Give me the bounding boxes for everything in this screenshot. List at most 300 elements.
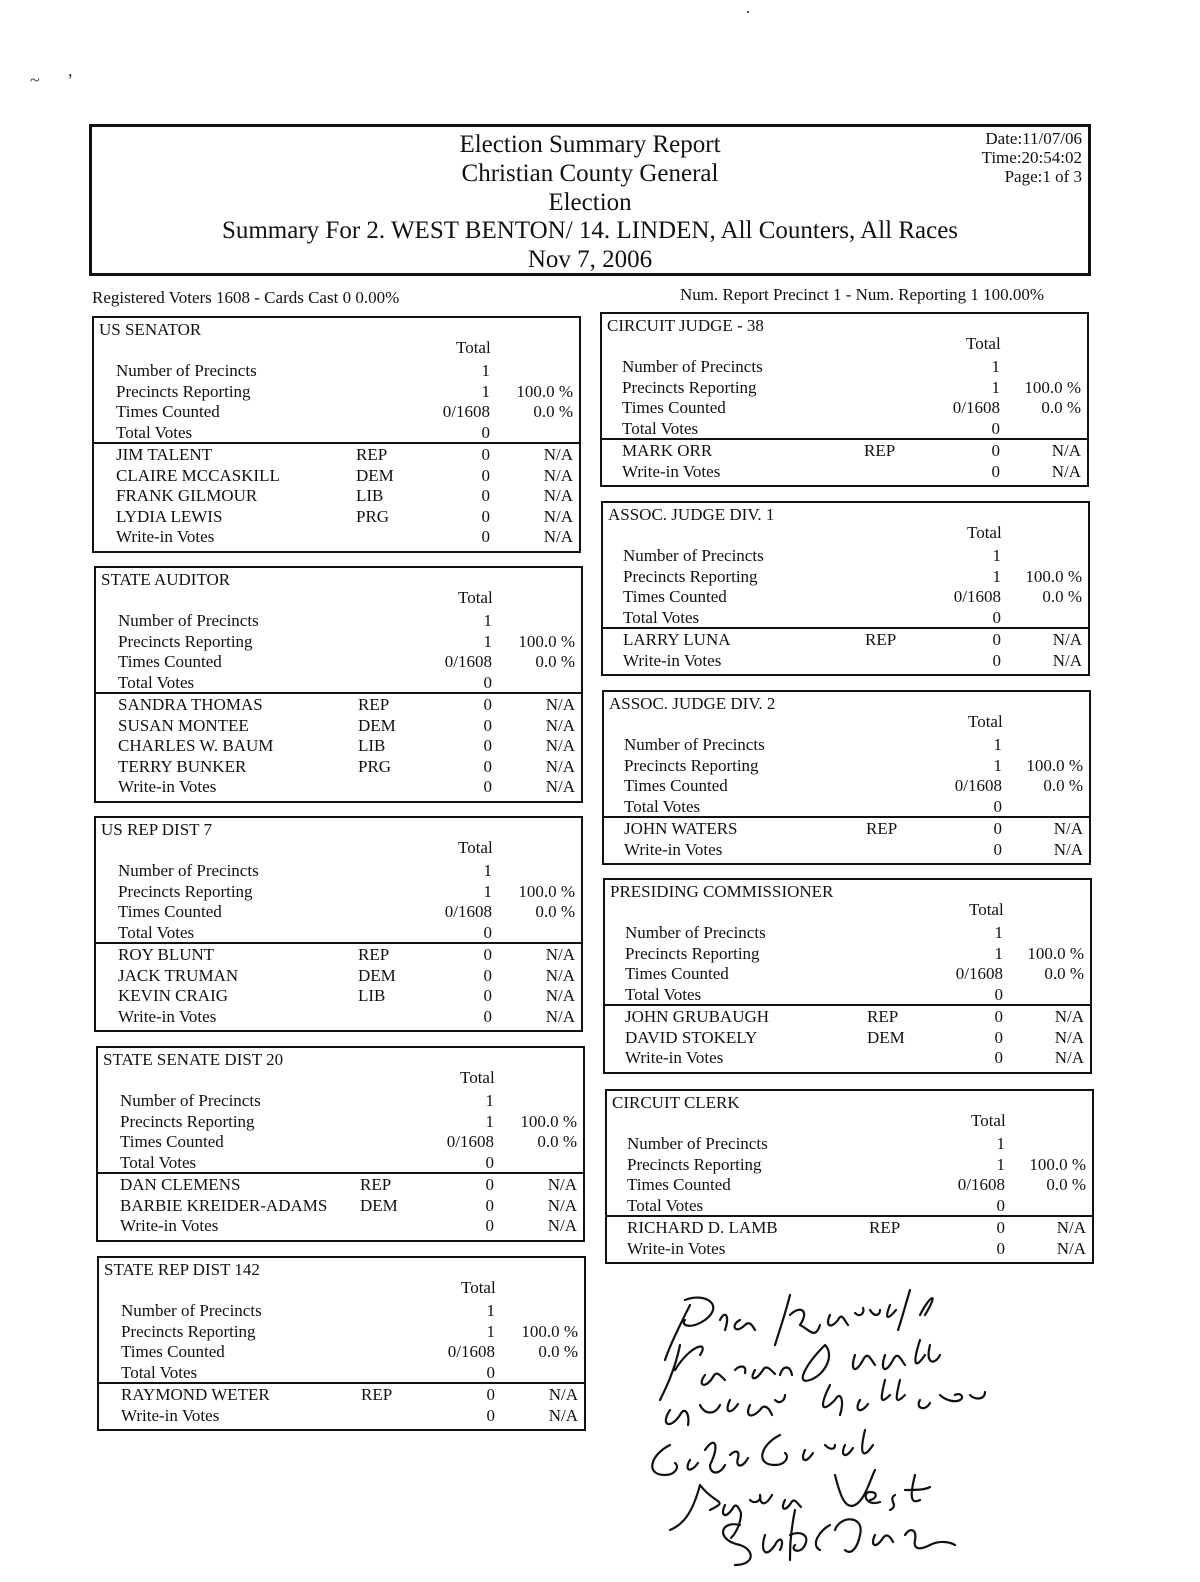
candidate-votes: 0 [993, 819, 1002, 838]
candidate-row [602, 462, 1087, 482]
candidate-separator [96, 942, 581, 944]
candidate-row [96, 695, 581, 715]
candidate-name: KEVIN CRAIG [118, 986, 229, 1005]
race-box [602, 690, 1091, 865]
stat-percent: 100.0 % [518, 631, 575, 651]
stat-value: 1 [994, 923, 1003, 942]
candidate-name: SUSAN MONTEE [118, 715, 249, 735]
stat-row [99, 1342, 584, 1362]
stat-value: 0 [994, 984, 1003, 1004]
stat-percent: 100.0 % [1025, 566, 1082, 586]
candidate-percent: N/A [1053, 819, 1083, 838]
stat-label: Times Counted [116, 402, 220, 421]
race-box [603, 878, 1092, 1074]
stat-label: Total Votes [624, 796, 701, 816]
total-header: Total [971, 1111, 1006, 1130]
candidate-party: PRG [356, 506, 390, 526]
stat-value: 0/1608 [442, 402, 490, 421]
candidate-votes: 0 [994, 1007, 1003, 1026]
stat-label: Number of Precincts [118, 611, 259, 630]
stat-label: Precincts Reporting [623, 566, 758, 586]
candidate-row [94, 527, 579, 547]
stat-row [607, 1155, 1092, 1175]
stat-label: Total Votes [623, 607, 700, 627]
stat-value: 0/1608 [444, 902, 492, 921]
stat-label: Total Votes [118, 922, 195, 942]
candidate-separator [605, 1004, 1090, 1006]
candidate-votes: 0 [991, 461, 1000, 481]
stat-label: Times Counted [118, 652, 222, 671]
stat-value: 1 [483, 861, 492, 880]
report-header [89, 124, 1091, 276]
stat-value: 0/1608 [952, 398, 1000, 417]
stat-label: Times Counted [622, 398, 726, 417]
total-header: Total [460, 1068, 495, 1087]
candidate-votes: 0 [483, 715, 492, 735]
total-header: Total [461, 1278, 496, 1297]
candidate-name: Write-in Votes [121, 1405, 220, 1425]
race-title: STATE REP DIST 142 [104, 1260, 260, 1279]
candidate-name: Write-in Votes [120, 1216, 219, 1235]
candidate-votes: 0 [991, 441, 1000, 460]
candidate-name: LARRY LUNA [623, 630, 731, 649]
candidate-name: FRANK GILMOUR [116, 486, 258, 505]
stat-row [98, 1153, 583, 1173]
candidate-percent: N/A [1054, 1027, 1084, 1047]
stat-row [602, 378, 1087, 398]
candidate-party: DEM [358, 965, 396, 985]
stat-percent: 0.0 % [533, 402, 573, 421]
stat-value: 1 [991, 357, 1000, 376]
candidate-percent: N/A [547, 1175, 577, 1194]
candidate-separator [99, 1382, 584, 1384]
candidate-percent: N/A [548, 1405, 578, 1425]
stat-label: Total Votes [625, 984, 702, 1004]
candidate-party: DEM [867, 1027, 905, 1047]
stat-row [605, 923, 1090, 943]
stat-value: 0/1608 [954, 776, 1002, 795]
stat-value: 0 [483, 922, 492, 942]
stat-label: Total Votes [627, 1195, 704, 1215]
stat-percent: 100.0 % [518, 881, 575, 901]
candidate-name: Write-in Votes [622, 461, 721, 481]
race-title: ASSOC. JUDGE DIV. 1 [608, 505, 775, 524]
candidate-row [605, 1048, 1090, 1068]
candidate-row [604, 819, 1089, 839]
stat-row [605, 985, 1090, 1005]
stat-row [607, 1134, 1092, 1154]
candidate-row [99, 1406, 584, 1426]
race-box [94, 566, 583, 803]
stat-percent: 100.0 % [516, 381, 573, 401]
total-header: Total [966, 334, 1001, 353]
candidate-votes: 0 [481, 465, 490, 485]
candidate-votes: 0 [481, 445, 490, 464]
total-header: Total [458, 838, 493, 857]
race-box [600, 312, 1089, 487]
total-header: Total [458, 588, 493, 607]
candidate-party: REP [869, 1218, 901, 1237]
stat-value: 0/1608 [447, 1342, 495, 1361]
summary-line: Summary For 2. WEST BENTON/ 14. LINDEN, All Counters, All Races [221, 217, 959, 244]
candidate-votes: 0 [996, 1238, 1005, 1258]
stat-row [99, 1322, 584, 1342]
stat-value: 1 [481, 361, 490, 380]
candidate-percent: N/A [547, 1195, 577, 1215]
candidate-row [96, 945, 581, 965]
candidate-percent: N/A [1054, 1048, 1084, 1067]
candidate-name: LYDIA LEWIS [116, 506, 223, 526]
scan-mark: , [68, 60, 73, 80]
race-title: US SENATOR [99, 320, 202, 339]
race-title: CIRCUIT CLERK [612, 1093, 740, 1112]
stat-label: Times Counted [120, 1132, 224, 1151]
candidate-row [607, 1239, 1092, 1259]
stat-percent: 0.0 % [1043, 776, 1083, 795]
stat-row [96, 882, 581, 902]
num-report-line: Num. Report Precinct 1 - Num. Reporting 1 100.00% [680, 285, 1045, 304]
candidate-row [99, 1385, 584, 1405]
candidate-name: CLAIRE MCCASKILL [116, 465, 280, 485]
stat-percent: 0.0 % [1041, 398, 1081, 417]
stat-percent: 0.0 % [537, 1132, 577, 1151]
stat-row [603, 546, 1088, 566]
stat-value: 1 [486, 1301, 495, 1320]
candidate-row [96, 716, 581, 736]
candidate-name: DAVID STOKELY [625, 1027, 758, 1047]
stat-value: 0 [485, 1152, 494, 1172]
candidate-percent: N/A [545, 736, 575, 755]
candidate-row [96, 1007, 581, 1027]
candidate-row [607, 1218, 1092, 1238]
candidate-party: REP [361, 1385, 393, 1404]
stat-label: Times Counted [627, 1175, 731, 1194]
stat-label: Times Counted [623, 587, 727, 606]
candidate-percent: N/A [543, 465, 573, 485]
candidate-votes: 0 [994, 1048, 1003, 1067]
report-date: Date:11/07/06 [985, 129, 1082, 148]
candidate-name: Write-in Votes [118, 1006, 217, 1026]
candidate-percent: N/A [545, 945, 575, 964]
stat-label: Precincts Reporting [120, 1111, 255, 1131]
race-title: ASSOC. JUDGE DIV. 2 [609, 694, 776, 713]
election-title: Election [548, 189, 632, 216]
stat-value: 0/1608 [444, 652, 492, 671]
candidate-percent: N/A [543, 445, 573, 464]
stat-percent: 100.0 % [520, 1111, 577, 1131]
candidate-name: Write-in Votes [116, 527, 215, 546]
candidate-row [94, 466, 579, 486]
candidate-percent: N/A [545, 756, 575, 776]
candidate-separator [98, 1172, 583, 1174]
candidate-row [94, 486, 579, 506]
stat-row [96, 611, 581, 631]
race-box [92, 316, 581, 553]
candidate-name: RICHARD D. LAMB [627, 1218, 778, 1237]
total-header: Total [967, 523, 1002, 542]
candidate-row [94, 507, 579, 527]
stat-label: Number of Precincts [118, 861, 259, 880]
total-header: Total [969, 900, 1004, 919]
candidate-row [604, 840, 1089, 860]
stat-value: 0 [992, 607, 1001, 627]
stat-value: 0/1608 [955, 964, 1003, 983]
stat-percent: 100.0 % [1024, 377, 1081, 397]
candidate-votes: 0 [483, 1006, 492, 1026]
handwritten-signatures [630, 1285, 1030, 1575]
candidate-percent: N/A [1056, 1218, 1086, 1237]
candidate-name: JOHN WATERS [624, 819, 738, 838]
stat-percent: 100.0 % [1026, 755, 1083, 775]
stat-label: Number of Precincts [120, 1091, 261, 1110]
candidate-name: Write-in Votes [625, 1048, 724, 1067]
stat-row [94, 361, 579, 381]
candidate-row [96, 757, 581, 777]
candidate-name: Write-in Votes [623, 650, 722, 670]
candidate-party: REP [356, 445, 388, 464]
race-title: CIRCUIT JUDGE - 38 [607, 316, 764, 335]
stat-label: Times Counted [624, 776, 728, 795]
candidate-votes: 0 [483, 777, 492, 796]
stat-value: 1 [485, 1091, 494, 1110]
candidate-row [603, 630, 1088, 650]
stat-label: Times Counted [121, 1342, 225, 1361]
candidate-party: REP [867, 1007, 899, 1026]
candidate-votes: 0 [992, 630, 1001, 649]
race-box [96, 1046, 585, 1242]
candidate-name: Write-in Votes [624, 839, 723, 859]
candidate-name: Write-in Votes [627, 1238, 726, 1258]
stat-row [96, 673, 581, 693]
candidate-party: LIB [358, 736, 386, 755]
race-title: STATE SENATE DIST 20 [103, 1050, 284, 1069]
candidate-row [98, 1196, 583, 1216]
race-title: STATE AUDITOR [101, 570, 231, 589]
candidate-party: REP [360, 1175, 392, 1194]
candidate-party: REP [864, 441, 896, 460]
stat-label: Total Votes [116, 422, 193, 442]
stat-row [94, 382, 579, 402]
stat-row [604, 756, 1089, 776]
stat-label: Number of Precincts [624, 735, 765, 754]
candidate-row [605, 1007, 1090, 1027]
stat-label: Number of Precincts [623, 546, 764, 565]
stat-label: Precincts Reporting [121, 1321, 256, 1341]
stat-percent: 0.0 % [1046, 1175, 1086, 1194]
total-header: Total [456, 338, 491, 357]
stat-percent: 100.0 % [521, 1321, 578, 1341]
candidate-percent: N/A [1051, 441, 1081, 460]
report-time: Time:20:54:02 [981, 148, 1082, 167]
candidate-name: RAYMOND WETER [121, 1385, 270, 1404]
stat-label: Precincts Reporting [622, 377, 757, 397]
stat-label: Number of Precincts [116, 361, 257, 380]
report-title: Election Summary Report [459, 131, 721, 158]
candidate-separator [94, 442, 579, 444]
stat-value: 1 [992, 546, 1001, 565]
candidate-row [96, 966, 581, 986]
total-header: Total [968, 712, 1003, 731]
stat-value: 1 [993, 735, 1002, 754]
candidate-party: LIB [356, 486, 384, 505]
candidate-name: JIM TALENT [116, 445, 213, 464]
candidate-party: PRG [358, 756, 392, 776]
candidate-row [98, 1175, 583, 1195]
candidate-votes: 0 [996, 1218, 1005, 1237]
stat-row [94, 402, 579, 422]
candidate-name: DAN CLEMENS [120, 1175, 241, 1194]
stat-percent: 0.0 % [1042, 587, 1082, 606]
candidate-name: Write-in Votes [118, 777, 217, 796]
signatures [630, 1285, 1030, 1575]
candidate-votes: 0 [994, 1027, 1003, 1047]
candidate-percent: N/A [1052, 650, 1082, 670]
stat-row [96, 923, 581, 943]
candidate-percent: N/A [545, 777, 575, 796]
stat-value: 1 [996, 1134, 1005, 1153]
election-date: Nov 7, 2006 [527, 246, 653, 273]
stat-row [603, 567, 1088, 587]
candidate-votes: 0 [993, 839, 1002, 859]
stat-row [604, 797, 1089, 817]
stat-label: Total Votes [622, 418, 699, 438]
stat-label: Number of Precincts [627, 1134, 768, 1153]
candidate-votes: 0 [483, 986, 492, 1005]
stat-row [603, 587, 1088, 607]
stat-value: 1 [996, 1154, 1005, 1174]
race-title: PRESIDING COMMISSIONER [610, 882, 834, 901]
stat-row [607, 1196, 1092, 1216]
candidate-percent: N/A [543, 486, 573, 505]
registered-voters-line: Registered Voters 1608 - Cards Cast 0 0.00% [92, 288, 400, 307]
stat-row [602, 398, 1087, 418]
stat-value: 0 [993, 796, 1002, 816]
stat-value: 1 [486, 1321, 495, 1341]
stat-row [604, 776, 1089, 796]
stat-row [98, 1091, 583, 1111]
report-page: Page:1 of 3 [1004, 167, 1082, 186]
stat-row [94, 423, 579, 443]
candidate-percent: N/A [548, 1385, 578, 1404]
stat-percent: 0.0 % [535, 652, 575, 671]
candidate-separator [602, 438, 1087, 440]
candidate-party: REP [865, 630, 897, 649]
stat-label: Times Counted [118, 902, 222, 921]
candidate-name: BARBIE KREIDER-ADAMS [120, 1195, 328, 1215]
candidate-percent: N/A [1051, 461, 1081, 481]
stat-label: Precincts Reporting [116, 381, 251, 401]
candidate-votes: 0 [485, 1195, 494, 1215]
candidate-separator [607, 1215, 1092, 1217]
candidate-percent: N/A [545, 1006, 575, 1026]
candidate-votes: 0 [483, 965, 492, 985]
candidate-percent: N/A [545, 715, 575, 735]
candidate-name: JOHN GRUBAUGH [625, 1007, 770, 1026]
candidate-name: TERRY BUNKER [118, 756, 247, 776]
candidate-name: SANDRA THOMAS [118, 695, 263, 714]
candidate-votes: 0 [481, 506, 490, 526]
race-box [97, 1256, 586, 1431]
stat-value: 1 [483, 631, 492, 651]
candidate-separator [604, 816, 1089, 818]
stat-value: 0/1608 [446, 1132, 494, 1151]
scan-mark: ~ [30, 70, 40, 90]
candidate-row [602, 441, 1087, 461]
stat-label: Number of Precincts [121, 1301, 262, 1320]
stat-value: 0 [996, 1195, 1005, 1215]
candidate-percent: N/A [1054, 1007, 1084, 1026]
stat-row [604, 735, 1089, 755]
candidate-percent: N/A [545, 965, 575, 985]
race-title: US REP DIST 7 [101, 820, 212, 839]
candidate-percent: N/A [1052, 630, 1082, 649]
race-box [605, 1089, 1094, 1264]
stat-row [96, 652, 581, 672]
stat-value: 0 [991, 418, 1000, 438]
stat-percent: 0.0 % [538, 1342, 578, 1361]
stat-label: Precincts Reporting [625, 943, 760, 963]
stat-label: Total Votes [120, 1152, 197, 1172]
candidate-row [98, 1216, 583, 1236]
stat-label: Precincts Reporting [627, 1154, 762, 1174]
candidate-votes: 0 [481, 527, 490, 546]
stat-value: 0 [483, 672, 492, 692]
candidate-row [603, 651, 1088, 671]
stat-row [603, 608, 1088, 628]
stat-label: Number of Precincts [625, 923, 766, 942]
candidate-percent: N/A [545, 986, 575, 1005]
stat-label: Precincts Reporting [118, 631, 253, 651]
stat-label: Total Votes [121, 1362, 198, 1382]
stat-row [602, 357, 1087, 377]
candidate-name: CHARLES W. BAUM [118, 736, 274, 755]
race-box [601, 501, 1090, 676]
candidate-row [94, 445, 579, 465]
candidate-row [96, 736, 581, 756]
stat-percent: 100.0 % [1029, 1154, 1086, 1174]
candidate-percent: N/A [547, 1216, 577, 1235]
candidate-votes: 0 [486, 1385, 495, 1404]
candidate-party: DEM [360, 1195, 398, 1215]
candidate-separator [603, 627, 1088, 629]
stat-value: 1 [991, 377, 1000, 397]
candidate-party: REP [358, 945, 390, 964]
stat-row [99, 1363, 584, 1383]
candidate-votes: 0 [485, 1175, 494, 1194]
candidate-name: MARK ORR [622, 441, 713, 460]
candidate-percent: N/A [543, 527, 573, 546]
candidate-percent: N/A [1053, 839, 1083, 859]
scan-mark: · [745, 2, 751, 22]
candidate-votes: 0 [481, 486, 490, 505]
stat-row [607, 1175, 1092, 1195]
stat-row [605, 944, 1090, 964]
candidate-votes: 0 [485, 1216, 494, 1235]
candidate-row [96, 986, 581, 1006]
candidate-party: DEM [356, 465, 394, 485]
stat-row [96, 861, 581, 881]
race-box [94, 816, 583, 1032]
candidate-votes: 0 [483, 736, 492, 755]
candidate-votes: 0 [483, 695, 492, 714]
stat-row [98, 1132, 583, 1152]
stat-row [98, 1112, 583, 1132]
candidate-votes: 0 [483, 756, 492, 776]
candidate-votes: 0 [992, 650, 1001, 670]
stat-value: 0/1608 [953, 587, 1001, 606]
candidate-votes: 0 [486, 1405, 495, 1425]
candidate-separator [96, 692, 581, 694]
